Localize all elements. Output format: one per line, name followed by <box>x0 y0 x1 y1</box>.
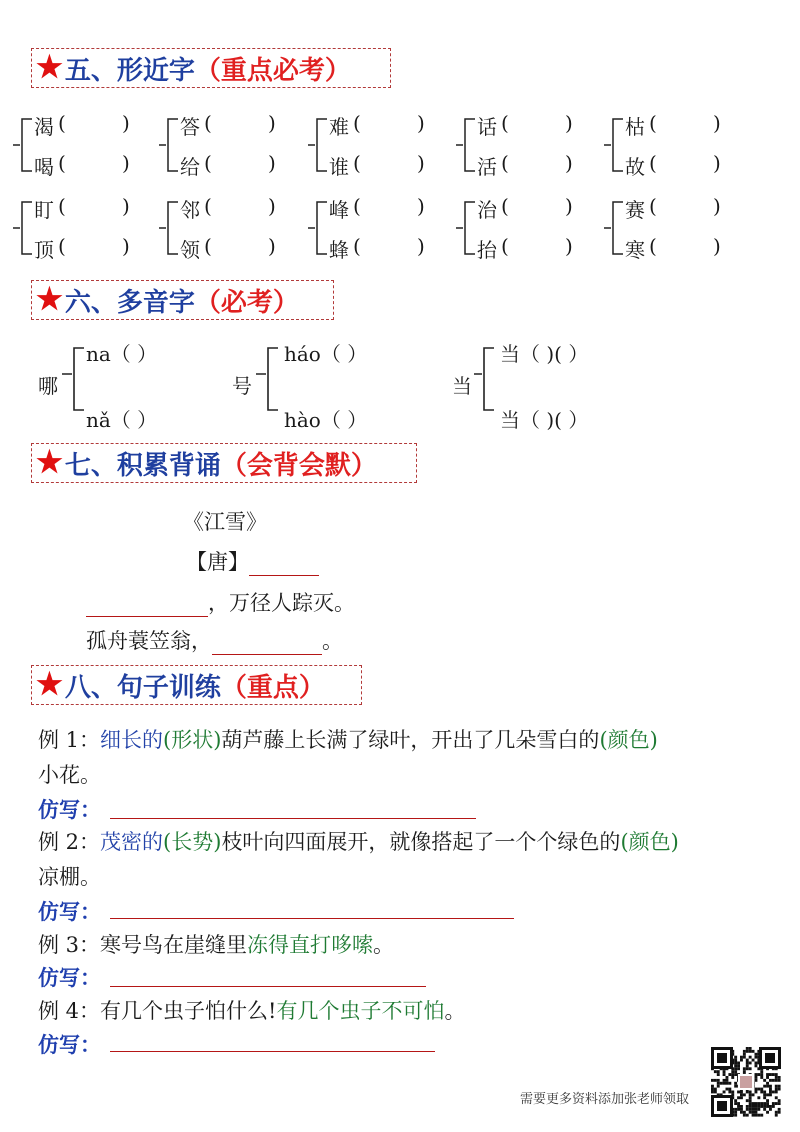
similar-char-pair <box>12 194 147 274</box>
brace-icon <box>158 194 182 274</box>
example-label: 例 4： <box>38 999 101 1023</box>
example-text: 有几个虫子怕什么! <box>100 999 277 1023</box>
paren-left: ( <box>501 111 509 135</box>
star-icon: ★ <box>36 667 63 702</box>
example-4 <box>38 995 466 1025</box>
star-icon: ★ <box>36 282 63 317</box>
paren-right: ) <box>417 151 425 175</box>
star-icon: ★ <box>36 445 63 480</box>
copy-row-1 <box>38 794 101 824</box>
paren-right: ) <box>268 234 276 258</box>
poem-blank-1 <box>86 594 208 617</box>
char-bottom: 领 <box>180 238 200 262</box>
paren-right: ) <box>122 111 130 135</box>
brace-icon <box>158 111 182 191</box>
similar-char-pair <box>307 194 442 274</box>
paren-right: ) <box>565 151 573 175</box>
paren-left: ( <box>204 194 212 218</box>
paren-right: ) <box>417 194 425 218</box>
char-top: 枯 <box>625 115 645 139</box>
section-8-title: 八、句子训练 <box>64 672 221 703</box>
char-top: 话 <box>477 115 497 139</box>
paren-left: ( <box>649 111 657 135</box>
paren-left: ( <box>58 111 66 135</box>
char-top: 邻 <box>180 198 200 222</box>
poem-author-line <box>186 546 319 576</box>
example-hint: (形状) <box>163 728 222 752</box>
similar-char-pair <box>603 194 738 274</box>
brace-icon <box>307 111 331 191</box>
char-bottom: 抬 <box>477 238 497 262</box>
example-text: 茂密的 <box>100 830 164 854</box>
poem-line-2 <box>86 625 343 655</box>
footer-note: 需要更多资料添加张老师领取 <box>520 1092 690 1107</box>
similar-char-pair <box>158 194 293 274</box>
poem-line-2-text: 孤舟蓑笠翁， <box>86 629 212 653</box>
section-5-header <box>31 48 391 88</box>
paren-right: ) <box>565 111 573 135</box>
example-text: 寒号鸟在崖缝里 <box>100 933 248 957</box>
copy-row-2 <box>38 896 101 926</box>
polyphone-reading: háo（ ） <box>284 342 368 366</box>
author-blank <box>249 553 319 576</box>
char-bottom: 活 <box>477 155 497 179</box>
section-5-tag: （重点必考） <box>194 55 351 86</box>
copy-label: 仿写： <box>38 899 101 924</box>
similar-char-pair <box>12 111 147 191</box>
paren-left: ( <box>649 194 657 218</box>
char-top: 难 <box>329 115 349 139</box>
polyphone-reading: 当（ )( ） <box>500 408 589 432</box>
char-bottom: 故 <box>625 155 645 179</box>
similar-char-pair <box>158 111 293 191</box>
example-label: 例 3： <box>38 933 101 957</box>
polyphone-group-1 <box>38 338 240 432</box>
paren-right: ) <box>713 111 721 135</box>
char-bottom: 给 <box>180 155 200 179</box>
example-text: 细长的 <box>100 728 164 752</box>
example-hint: (颜色) <box>599 728 658 752</box>
star-icon: ★ <box>36 50 63 85</box>
example-text: 葫芦藤上长满了绿叶，开出了几朵雪白的 <box>221 728 600 752</box>
paren-right: ) <box>268 194 276 218</box>
polyphone-char: 当 <box>452 374 472 398</box>
paren-left: ( <box>501 194 509 218</box>
section-8-tag: （重点） <box>220 672 325 703</box>
similar-char-pair <box>307 111 442 191</box>
poem-blank-2 <box>212 632 322 655</box>
copy-answer-line-1[interactable] <box>110 818 476 819</box>
similar-char-pair <box>603 111 738 191</box>
example-hint: 冻得直打哆嗦 <box>247 933 374 957</box>
example-1-cont: 小花。 <box>38 763 101 787</box>
paren-right: ) <box>268 111 276 135</box>
paren-right: ) <box>268 151 276 175</box>
char-top: 盯 <box>34 198 54 222</box>
copy-answer-line-2[interactable] <box>110 918 514 919</box>
section-7-title: 七、积累背诵 <box>64 450 221 481</box>
brace-icon <box>455 111 479 191</box>
similar-char-pair <box>455 111 590 191</box>
char-bottom: 顶 <box>34 238 54 262</box>
paren-left: ( <box>58 234 66 258</box>
paren-right: ) <box>122 151 130 175</box>
poem-line-2-end: 。 <box>322 629 343 653</box>
polyphone-char: 号 <box>232 374 252 398</box>
copy-row-4 <box>38 1029 101 1059</box>
similar-char-pair <box>455 194 590 274</box>
poem-line-1-text: ，万径人踪灭。 <box>208 591 355 615</box>
section-5-title: 五、形近字 <box>64 55 195 86</box>
brace-icon <box>603 111 627 191</box>
char-top: 渴 <box>34 115 54 139</box>
example-hint: (颜色) <box>620 830 679 854</box>
paren-left: ( <box>501 151 509 175</box>
example-label: 例 2： <box>38 830 101 854</box>
example-text: 。 <box>373 933 395 957</box>
paren-right: ) <box>713 234 721 258</box>
copy-answer-line-4[interactable] <box>110 1051 435 1052</box>
paren-right: ) <box>565 234 573 258</box>
example-2-cont: 凉棚。 <box>38 865 101 889</box>
paren-right: ) <box>713 194 721 218</box>
polyphone-reading: nǎ（ ） <box>86 408 158 432</box>
example-2 <box>38 826 679 856</box>
paren-left: ( <box>649 234 657 258</box>
example-label: 例 1： <box>38 728 101 752</box>
section-7-tag: （会背会默） <box>220 450 377 481</box>
paren-left: ( <box>353 151 361 175</box>
polyphone-reading: hào（ ） <box>284 408 368 432</box>
section-6-tag: （必考） <box>194 287 299 318</box>
polyphone-reading: na（ ） <box>86 342 158 366</box>
copy-label: 仿写： <box>38 1032 101 1057</box>
copy-label: 仿写： <box>38 797 101 822</box>
qr-code-icon <box>709 1045 783 1119</box>
paren-right: ) <box>565 194 573 218</box>
paren-left: ( <box>204 111 212 135</box>
paren-right: ) <box>417 111 425 135</box>
section-7-header <box>31 443 417 483</box>
poem-line-1 <box>86 587 355 617</box>
paren-right: ) <box>417 234 425 258</box>
paren-left: ( <box>353 111 361 135</box>
section-6-header <box>31 280 334 320</box>
example-hint: (长势) <box>163 830 222 854</box>
polyphone-reading: 当（ )( ） <box>500 342 589 366</box>
brace-icon <box>307 194 331 274</box>
char-top: 答 <box>180 115 200 139</box>
paren-right: ) <box>122 194 130 218</box>
paren-left: ( <box>204 234 212 258</box>
paren-left: ( <box>58 151 66 175</box>
example-hint: 有几个虫子不可怕 <box>276 999 445 1023</box>
char-bottom: 寒 <box>625 238 645 262</box>
copy-label: 仿写： <box>38 965 101 990</box>
paren-left: ( <box>353 234 361 258</box>
brace-icon <box>12 194 36 274</box>
copy-answer-line-3[interactable] <box>110 986 426 987</box>
char-top: 治 <box>477 198 497 222</box>
example-3 <box>38 929 394 959</box>
polyphone-char: 哪 <box>38 374 58 398</box>
section-8-header <box>31 665 362 705</box>
char-bottom: 喝 <box>34 155 54 179</box>
poem-dynasty: 【唐】 <box>186 550 249 574</box>
paren-left: ( <box>58 194 66 218</box>
polyphone-group-3 <box>452 338 712 432</box>
char-top: 峰 <box>329 198 349 222</box>
brace-icon <box>455 194 479 274</box>
paren-right: ) <box>122 234 130 258</box>
paren-left: ( <box>649 151 657 175</box>
char-top: 赛 <box>625 198 645 222</box>
example-text: 枝叶向四面展开，就像搭起了一个个绿色的 <box>221 830 621 854</box>
paren-left: ( <box>501 234 509 258</box>
paren-right: ) <box>713 151 721 175</box>
section-6-title: 六、多音字 <box>64 287 195 318</box>
brace-icon <box>603 194 627 274</box>
paren-left: ( <box>204 151 212 175</box>
example-1 <box>38 724 658 754</box>
example-text: 。 <box>444 999 466 1023</box>
poem-title: 《江雪》 <box>183 510 267 534</box>
polyphone-group-2 <box>232 338 452 432</box>
paren-left: ( <box>353 194 361 218</box>
char-bottom: 蜂 <box>329 238 349 262</box>
copy-row-3 <box>38 962 101 992</box>
char-bottom: 谁 <box>329 155 349 179</box>
brace-icon <box>12 111 36 191</box>
